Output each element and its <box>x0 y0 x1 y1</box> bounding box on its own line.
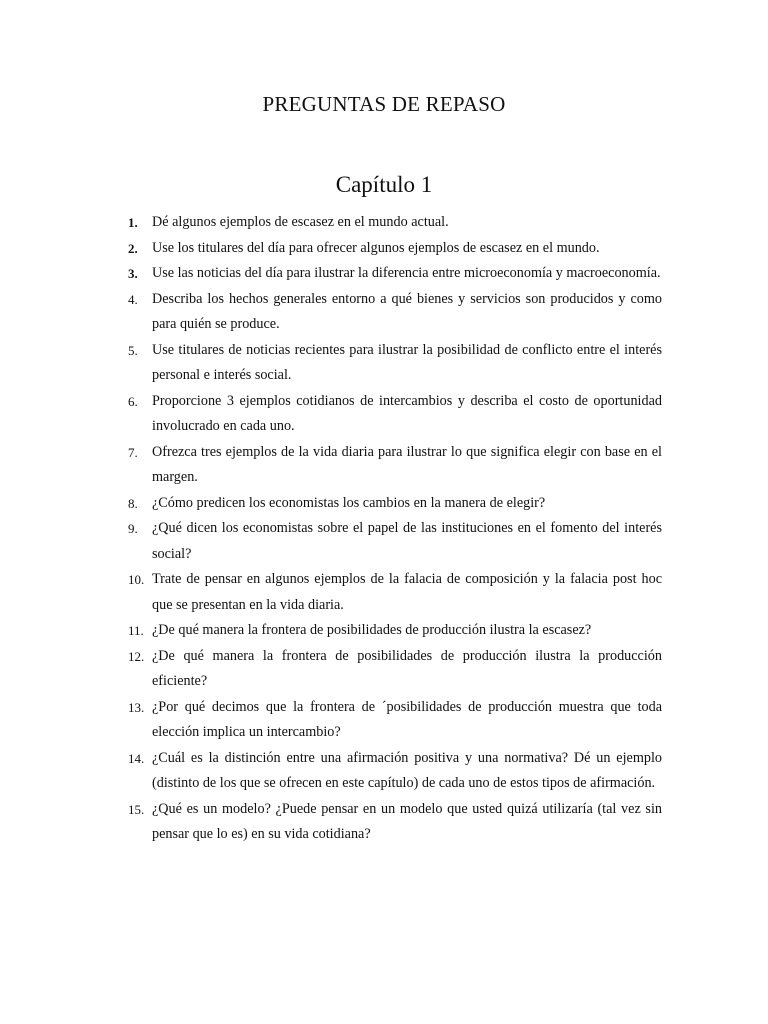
question-text: ¿De qué manera la frontera de posibilidades de producción ilustra la producción eficiente? <box>152 647 662 689</box>
question-text: ¿Qué dicen los economistas sobre el papel de las instituciones en el fomento del interés social? <box>152 520 662 562</box>
question-text: Dé algunos ejemplos de escasez en el mundo actual. <box>152 214 449 230</box>
question-item <box>128 389 662 440</box>
question-number: 15. <box>128 801 145 817</box>
question-item <box>128 491 662 517</box>
question-number: 4. <box>128 291 138 307</box>
question-item <box>128 567 662 618</box>
page-title: PREGUNTAS DE REPASO <box>262 92 506 116</box>
question-item <box>128 210 662 236</box>
question-text: Use titulares de noticias recientes para ilustrar la posibilidad de conflicto entre el interés personal e interés social. <box>152 341 662 383</box>
question-text: ¿Cuál es la distinción entre una afirmación positiva y una normativa? Dé un ejemplo (distinto de los que se ofrecen en este capítulo) de cada uno de estos tipos de afirmación. <box>152 749 662 791</box>
question-item <box>128 797 662 848</box>
question-text: Use los titulares del día para ofrecer algunos ejemplos de escasez en el mundo. <box>152 239 600 256</box>
question-text: Use las noticias del día para ilustrar la diferencia entre microeconomía y macroeconomía. <box>152 265 661 281</box>
question-text: Trate de pensar en algunos ejemplos de la falacia de composición y la falacia post hoc que se presentan en la vida diaria. <box>152 571 662 613</box>
question-number: 2. <box>128 240 138 256</box>
question-text: ¿Qué es un modelo? ¿Puede pensar en un modelo que usted quizá utilizaría (tal vez sin pensar que lo es) en su vida cotidiana? <box>152 800 662 842</box>
question-number: 1. <box>128 215 138 230</box>
question-item <box>128 338 662 389</box>
question-text: ¿De qué manera la frontera de posibilidades de producción ilustra la escasez? <box>152 622 592 638</box>
question-text: Describa los hechos generales entorno a qué bienes y servicios son producidos y como para quién se produce. <box>152 290 662 332</box>
question-item <box>128 618 662 644</box>
question-item <box>128 746 662 797</box>
question-number: 7. <box>128 444 138 460</box>
question-item <box>128 695 662 746</box>
question-item <box>128 644 662 695</box>
question-number: 5. <box>128 342 138 358</box>
question-number: 10. <box>128 572 145 587</box>
question-item <box>128 440 662 491</box>
question-item <box>128 516 662 567</box>
question-text: Proporcione 3 ejemplos cotidianos de intercambios y describa el costo de oportunidad involucrado en cada uno. <box>152 392 662 434</box>
chapter-title: Capítulo 1 <box>335 172 433 197</box>
question-list <box>128 210 662 848</box>
question-number: 6. <box>128 393 138 409</box>
question-number: 14. <box>128 750 145 766</box>
question-number: 12. <box>128 648 145 664</box>
question-number: 11. <box>128 623 144 638</box>
question-text: Ofrezca tres ejemplos de la vida diaria para ilustrar lo que significa elegir con base en el margen. <box>152 443 662 485</box>
question-text: ¿Cómo predicen los economistas los cambios en la manera de elegir? <box>152 494 546 511</box>
question-item <box>128 236 662 262</box>
question-item <box>128 287 662 338</box>
question-number: 9. <box>128 521 138 536</box>
question-item <box>128 261 662 287</box>
question-number: 3. <box>128 266 138 281</box>
question-number: 8. <box>128 495 138 511</box>
question-number: 13. <box>128 699 145 715</box>
question-text: ¿Por qué decimos que la frontera de ´posibilidades de producción muestra que toda elección implica un intercambio? <box>152 698 662 740</box>
